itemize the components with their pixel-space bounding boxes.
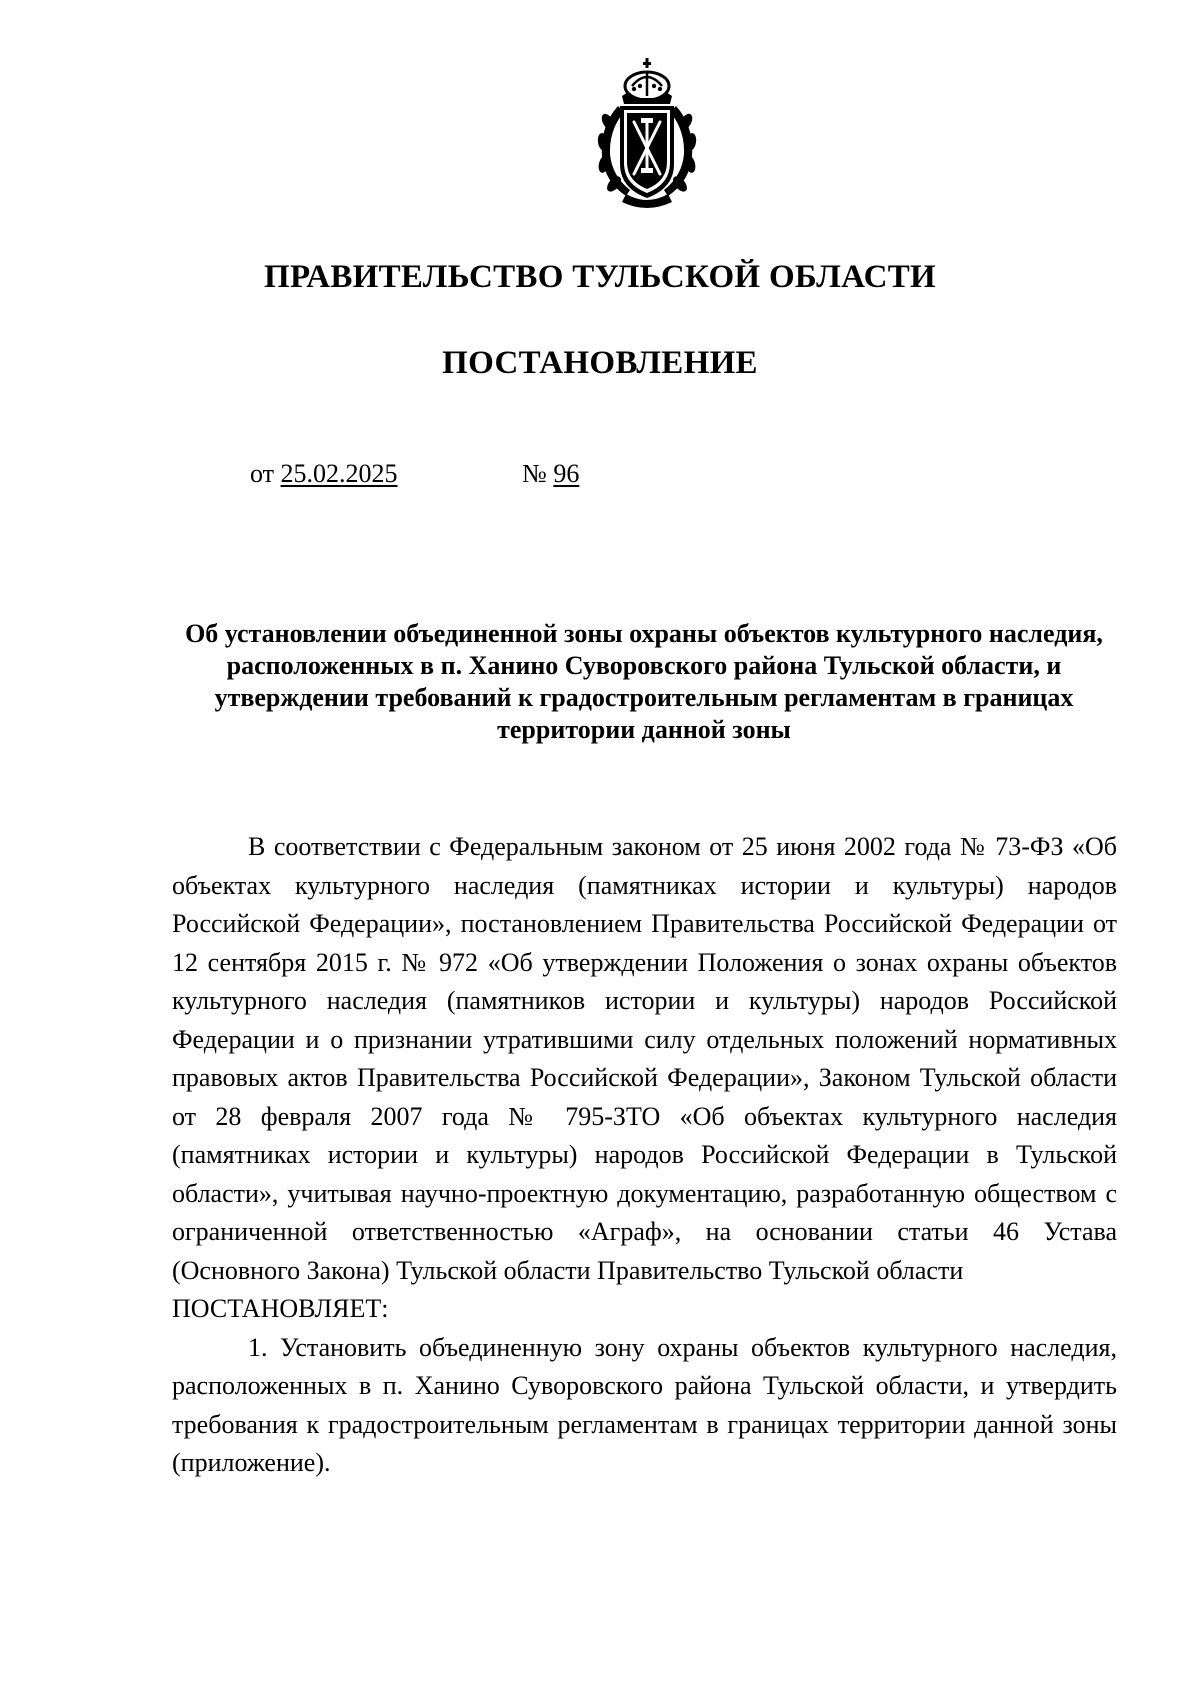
resolves-line: ПОСТАНОВЛЯЕТ:	[172, 1294, 389, 1323]
document-meta	[250, 458, 580, 490]
tula-region-coat-of-arms-icon	[592, 56, 702, 214]
number-prefix: №	[522, 459, 547, 488]
list-item: 1. Установить объединенную зону охраны объектов культурного наследия, расположенных в п. Ханино Суворовского района Тульской области, и утвердить требования к градостроительным регламентам в границах территории данной зоны (приложение).	[172, 1332, 1117, 1477]
date-prefix: от	[250, 459, 275, 488]
document-body	[172, 828, 1117, 1483]
document-type: ПОСТАНОВЛЕНИЕ	[442, 345, 758, 381]
document-number: 96	[553, 459, 580, 488]
preamble-paragraph: В соответствии с Федеральным законом от 25 июня 2002 года № 73-ФЗ «Об объектах культурного наследия (памятниках истории и культуры) народов Российской Федерации», постановлением Правительства Российской Федерации от 12 сентября 2015 г. № 972 «Об утверждении Положения о зонах охраны объектов культурного наследия (памятников истории и культуры) народов Российской Федерации и о признании утратившими силу отдельных положений нормативных правовых актов Правительства Российской Федерации», Законом Тульской области от 28 февраля 2007 года № 795-ЗТО «Об объектах культурного наследия (памятниках истории и культуры) народов Российской Федерации в Тульской области», учитывая научно-проектную документацию, разработанную обществом с ограниченной ответственностью «Аграф», на основании статьи 46 Устава (Основного Закона) Тульской области Правительство Тульской области	[172, 832, 1117, 1285]
organization-title: ПРАВИТЕЛЬСТВО ТУЛЬСКОЙ ОБЛАСТИ	[264, 259, 936, 295]
document-date: 25.02.2025	[280, 459, 398, 488]
document-number-group	[522, 458, 579, 490]
document-heading: Об установлении объединенной зоны охраны объектов культурного наследия, расположенных в п. Ханино Суворовского района Тульской области, и утверждении требований к градостроительным регламентам в границах территории данной зоны	[185, 619, 1103, 744]
